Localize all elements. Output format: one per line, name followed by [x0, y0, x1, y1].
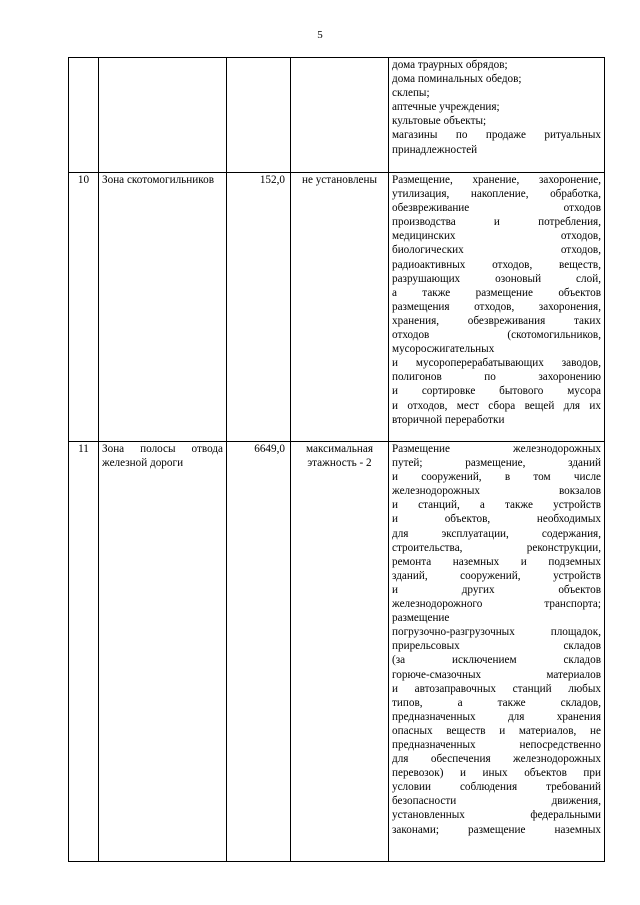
permitted-use-line: и отходов, мест сбора вещей для их	[392, 399, 601, 412]
permitted-use-line: культовые объекты;	[392, 115, 487, 128]
permitted-use-line: хранения, обезвреживания таких	[392, 314, 601, 327]
permitted-use-line: Размещение, хранение, захоронение,	[392, 174, 601, 186]
permitted-use-line: типов, а также складов,	[392, 696, 601, 709]
parameters-cell	[291, 58, 389, 173]
table-row	[69, 173, 605, 442]
permitted-use-line: и сортировке бытового мусора	[392, 385, 601, 398]
permitted-use-line: для эксплуатации, содержания,	[392, 527, 601, 540]
permitted-use-line: для обеспечения железнодорожных	[392, 753, 601, 766]
permitted-use-line: утилизация, накопление, обработка,	[392, 188, 601, 201]
zone-name-cell: Зона скотомогильников	[99, 173, 227, 442]
permitted-use-line: ремонта наземных и подземных	[392, 555, 601, 568]
permitted-use-line: законами; размещение наземных	[392, 823, 601, 836]
permitted-use-line: строительства, реконструкции,	[392, 541, 601, 554]
permitted-use-line: разрушающих озоновый слой,	[392, 272, 601, 285]
table-row	[69, 442, 605, 862]
permitted-use-line: полигонов по захоронению	[392, 371, 601, 384]
zone-name-cell: Зона полосы отвода железной дороги	[99, 442, 227, 862]
permitted-use-line: склепы;	[392, 87, 430, 100]
zones-table	[68, 57, 605, 862]
permitted-use-line: погрузочно-разгрузочных площадок,	[392, 626, 601, 639]
permitted-use-line: зданий, сооружений, устройств	[392, 569, 601, 582]
permitted-use-line: и станций, а также устройств	[392, 499, 601, 512]
permitted-use-line: и мусороперерабатывающих заводов,	[392, 357, 601, 370]
row-number-cell	[69, 58, 99, 173]
parameters-cell: не установлены	[291, 173, 389, 442]
permitted-use-line: вторичной переработки	[392, 413, 505, 426]
permitted-uses-cell	[389, 173, 605, 442]
permitted-use-line: принадлежностей	[392, 143, 478, 156]
permitted-use-line: биологических отходов,	[392, 244, 601, 257]
table-row	[69, 58, 605, 173]
permitted-use-line: железнодорожных вокзалов	[392, 485, 601, 498]
permitted-use-line: размещения отходов, захоронения,	[392, 300, 601, 313]
permitted-use-line: и сооружений, в том числе	[392, 471, 601, 484]
permitted-use-line: медицинских отходов,	[392, 230, 601, 243]
permitted-use-line: и автозаправочных станций любых	[392, 682, 601, 695]
area-cell	[227, 58, 291, 173]
permitted-use-line: и других объектов	[392, 583, 601, 596]
area-cell: 6649,0	[227, 442, 291, 862]
permitted-use-line: предназначенных для хранения	[392, 710, 601, 723]
permitted-use-line: и объектов, необходимых	[392, 513, 601, 526]
page-number: 5	[317, 29, 323, 41]
permitted-use-line: (за исключением складов	[392, 654, 601, 667]
permitted-use-line: аптечные учреждения;	[392, 101, 500, 114]
permitted-use-line: опасных веществ и материалов, не	[392, 724, 601, 737]
row-number-cell: 10	[69, 173, 99, 442]
permitted-use-line: производства и потребления,	[392, 216, 601, 229]
permitted-use-line: дома траурных обрядов;	[392, 59, 508, 71]
permitted-use-line: обезвреживание отходов	[392, 202, 601, 215]
permitted-uses-cell	[389, 58, 605, 173]
parameters-cell: максимальная этажность - 2	[291, 442, 389, 862]
permitted-use-line: прирельсовых складов	[392, 640, 601, 653]
permitted-use-line: железнодорожного транспорта;	[392, 598, 601, 611]
permitted-use-line: размещение	[392, 612, 450, 625]
permitted-use-line: горюче-смазочных материалов	[392, 668, 601, 681]
zone-name-cell	[99, 58, 227, 173]
row-number-cell: 11	[69, 442, 99, 862]
permitted-use-line: мусоросжигательных	[392, 343, 495, 356]
permitted-use-line: радиоактивных отходов, веществ,	[392, 258, 601, 271]
permitted-use-line: магазины по продаже ритуальных	[392, 129, 601, 142]
permitted-use-line: предназначенных непосредственно	[392, 738, 601, 751]
permitted-uses-cell	[389, 442, 605, 862]
permitted-use-line: Размещение железнодорожных	[392, 443, 601, 455]
permitted-use-line: перевозок) и иных объектов при	[392, 767, 601, 780]
permitted-use-line: установленных федеральными	[392, 809, 601, 822]
permitted-use-line: дома поминальных обедов;	[392, 73, 522, 86]
permitted-use-line: безопасности движения,	[392, 795, 601, 808]
area-cell: 152,0	[227, 173, 291, 442]
permitted-use-line: путей; размещение, зданий	[392, 457, 601, 470]
permitted-use-line: а также размещение объектов	[392, 286, 601, 299]
permitted-use-line: условии соблюдения требований	[392, 781, 601, 794]
permitted-use-line: отходов (скотомогильников,	[392, 329, 601, 342]
